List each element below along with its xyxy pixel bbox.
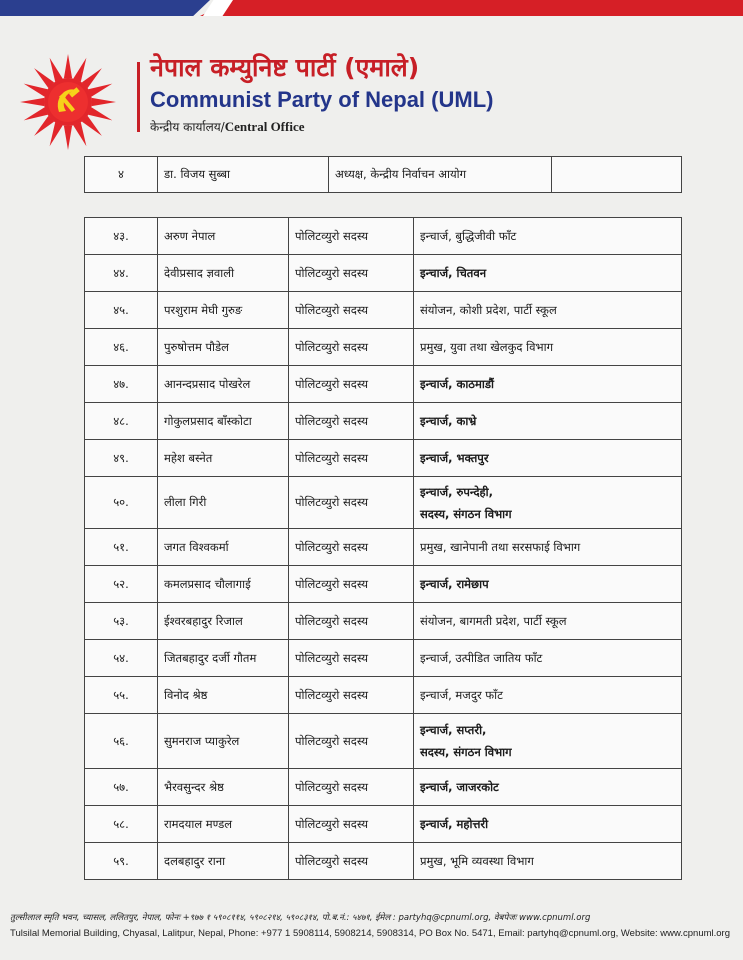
row-role-line: इन्चार्ज, उत्पीडित जातिय फाँट — [420, 651, 543, 665]
party-title-nepali: नेपाल कम्युनिष्ट पार्टी (एमाले) — [150, 53, 420, 82]
row-position: पोलिटव्युरो सदस्य — [289, 477, 414, 529]
row-number: ५२. — [85, 566, 158, 603]
party-title-english: Communist Party of Nepal (UML) — [150, 87, 494, 112]
header-divider — [137, 62, 140, 132]
row-role-line: इन्चार्ज, मजदुर फाँट — [420, 688, 503, 702]
row-number: ५०. — [85, 477, 158, 529]
office-label — [150, 118, 305, 135]
row-number: ४८. — [85, 403, 158, 440]
row-role-line: इन्चार्ज, रुपन्देही, — [420, 484, 494, 499]
table-row — [85, 677, 682, 714]
row-role-line: सदस्य, संगठन विभाग — [420, 506, 512, 521]
footer-address-english: Tulsilal Memorial Building, Chyasal, Lalitpur, Nepal, Phone: +977 1 5908114, 5908214, 5908314, PO Box No. 5471, Email: partyhq@cpnuml.org, Website: www.cpnuml.org — [10, 928, 731, 939]
table-row — [85, 366, 682, 403]
office-label-nepali: केन्द्रीय कार्यालय — [150, 120, 221, 134]
row-position: पोलिटव्युरो सदस्य — [289, 329, 414, 366]
row-position: पोलिटव्युरो सदस्य — [289, 218, 414, 255]
row-role-line: प्रमुख, युवा तथा खेलकुद विभाग — [420, 340, 554, 354]
row-role — [414, 603, 682, 640]
row-name: गोकुलप्रसाद बाँस्कोटा — [158, 403, 289, 440]
row-role-line: संयोजन, कोशी प्रदेश, पार्टी स्कूल — [420, 303, 557, 317]
table-row — [85, 292, 682, 329]
row-number: ४६. — [85, 329, 158, 366]
table-row — [85, 440, 682, 477]
row-name: परशुराम मेघी गुरुङ — [158, 292, 289, 329]
row-role-line: इन्चार्ज, काभ्रे — [420, 414, 477, 428]
row-name: सुमनराज प्याकुरेल — [158, 714, 289, 769]
row-number: ५६. — [85, 714, 158, 769]
row-role-line: इन्चार्ज, महोत्तरी — [420, 817, 489, 831]
table-row — [85, 769, 682, 806]
row-role-line: प्रमुख, खानेपानी तथा सरसफाई विभाग — [420, 540, 581, 554]
row-role — [414, 566, 682, 603]
row-name: जगत विश्वकर्मा — [158, 529, 289, 566]
row-number: ५१. — [85, 529, 158, 566]
row-position: पोलिटव्युरो सदस्य — [289, 255, 414, 292]
row-position: पोलिटव्युरो सदस्य — [289, 529, 414, 566]
row-role-line: इन्चार्ज, रामेछाप — [420, 577, 489, 591]
row-role — [414, 769, 682, 806]
table-row — [85, 843, 682, 880]
row-name: महेश बस्नेत — [158, 440, 289, 477]
row-position: अध्यक्ष, केन्द्रीय निर्वाचन आयोग — [329, 157, 552, 193]
row-role-line: इन्चार्ज, बुद्धिजीवी फाँट — [420, 229, 517, 243]
row-role — [414, 843, 682, 880]
row-name: डा. विजय सुब्बा — [158, 157, 329, 193]
row-role — [414, 714, 682, 769]
row-number: ५५. — [85, 677, 158, 714]
party-emblem-icon — [18, 52, 118, 152]
row-role — [414, 640, 682, 677]
table-row — [85, 566, 682, 603]
row-number: ४३. — [85, 218, 158, 255]
row-number: ५७. — [85, 769, 158, 806]
row-name: दलबहादुर राना — [158, 843, 289, 880]
row-position: पोलिटव्युरो सदस्य — [289, 440, 414, 477]
row-role — [414, 292, 682, 329]
row-number: ५८. — [85, 806, 158, 843]
row-position: पोलिटव्युरो सदस्य — [289, 806, 414, 843]
row-extra — [552, 157, 682, 193]
table-row — [85, 329, 682, 366]
row-position: पोलिटव्युरो सदस्य — [289, 843, 414, 880]
footer-address-nepali: तुल्सीलाल स्मृति भवन, च्यासल, ललितपुर, नेपाल, फोनः +९७७ १ ५९०८११४, ५९०८२१४, ५९०८३१४, पो.ब.नं.: ५४७१, ईमेल : partyhq@cpnuml.org, वेबपेजः www.cpnuml.org — [10, 913, 591, 923]
row-role-line: प्रमुख, भूमि व्यवस्था विभाग — [420, 854, 534, 868]
row-role — [414, 529, 682, 566]
header-blue-stripe — [0, 0, 210, 16]
row-name: रामदयाल मण्डल — [158, 806, 289, 843]
row-number: ४५. — [85, 292, 158, 329]
table-row — [85, 477, 682, 529]
table-row — [85, 529, 682, 566]
row-name: ईश्वरबहादुर रिजाल — [158, 603, 289, 640]
row-number: ४ — [85, 157, 158, 193]
row-role-line: सदस्य, संगठन विभाग — [420, 745, 512, 759]
row-name: जितबहादुर दर्जी गौतम — [158, 640, 289, 677]
row-role — [414, 806, 682, 843]
row-position: पोलिटव्युरो सदस्य — [289, 640, 414, 677]
row-role — [414, 677, 682, 714]
row-role — [414, 255, 682, 292]
table-row — [85, 157, 682, 193]
row-role-line: इन्चार्ज, चितवन — [420, 266, 487, 280]
table-row — [85, 603, 682, 640]
row-role — [414, 329, 682, 366]
table-row — [85, 255, 682, 292]
row-role-line: इन्चार्ज, भक्तपुर — [420, 451, 489, 465]
row-number: ५९. — [85, 843, 158, 880]
row-position: पोलिटव्युरो सदस्य — [289, 366, 414, 403]
table-row — [85, 403, 682, 440]
office-label-separator: / — [220, 120, 225, 134]
row-name: पुरुषोत्तम पौडेल — [158, 329, 289, 366]
row-number: ४७. — [85, 366, 158, 403]
row-name: देवीप्रसाद ज्ञवाली — [158, 255, 289, 292]
table-row — [85, 806, 682, 843]
table-row — [85, 218, 682, 255]
office-label-english: Central Office — [224, 119, 305, 134]
row-number: ४९. — [85, 440, 158, 477]
row-position: पोलिटव्युरो सदस्य — [289, 677, 414, 714]
row-number: ४४. — [85, 255, 158, 292]
row-role-line: संयोजन, बागमती प्रदेश, पार्टी स्कूल — [420, 614, 567, 628]
row-name: भैरवसुन्दर श्रेष्ठ — [158, 769, 289, 806]
row-role — [414, 366, 682, 403]
top-table — [84, 156, 682, 193]
row-number: ५४. — [85, 640, 158, 677]
row-position: पोलिटव्युरो सदस्य — [289, 714, 414, 769]
members-table — [84, 217, 682, 880]
row-position: पोलिटव्युरो सदस्य — [289, 292, 414, 329]
row-name: विनोद श्रेष्ठ — [158, 677, 289, 714]
row-role-line: इन्चार्ज, काठमाडौं — [420, 377, 494, 391]
row-position: पोलिटव्युरो सदस्य — [289, 403, 414, 440]
row-number: ५३. — [85, 603, 158, 640]
row-name: कमलप्रसाद चौलागाई — [158, 566, 289, 603]
header-red-stripe — [200, 0, 743, 16]
row-name: आनन्दप्रसाद पोखरेल — [158, 366, 289, 403]
row-position: पोलिटव्युरो सदस्य — [289, 603, 414, 640]
table-row — [85, 640, 682, 677]
table-row — [85, 714, 682, 769]
row-role — [414, 403, 682, 440]
row-role-line: इन्चार्ज, जाजरकोट — [420, 780, 499, 794]
row-role — [414, 218, 682, 255]
row-name: लीला गिरी — [158, 477, 289, 529]
row-role-line: इन्चार्ज, सप्तरी, — [420, 723, 487, 737]
row-name: अरुण नेपाल — [158, 218, 289, 255]
row-role — [414, 477, 682, 529]
row-position: पोलिटव्युरो सदस्य — [289, 769, 414, 806]
row-position: पोलिटव्युरो सदस्य — [289, 566, 414, 603]
row-role — [414, 440, 682, 477]
